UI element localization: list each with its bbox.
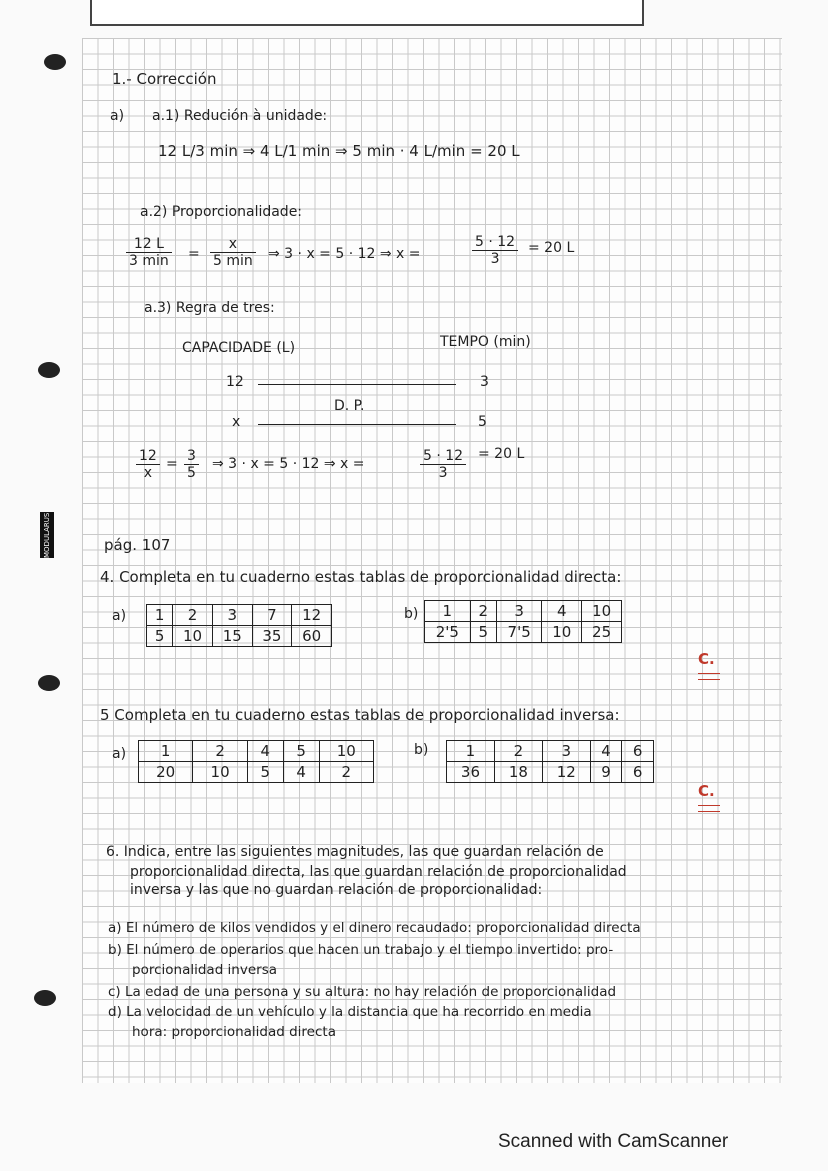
table-cell: 3: [542, 741, 590, 762]
table-cell: 20: [139, 762, 193, 783]
table-cell: 7: [252, 605, 292, 626]
table-cell: 10: [582, 601, 622, 622]
section-5-title: 5 Completa en tu cuaderno estas tablas de proporcionalidad inversa:: [100, 706, 620, 724]
a1-heading: a.1) Redución à unidade:: [152, 108, 328, 124]
binder-hole: [44, 54, 66, 70]
a2-fraction-2: x 5 min: [210, 236, 256, 269]
rule-row2-line: [258, 424, 456, 425]
s5-correct-mark: C.: [698, 782, 720, 812]
scan-top-box: [90, 0, 644, 26]
a3-fraction-1: $\frac{12}{x}$: [136, 448, 160, 481]
a2-equals: =: [188, 246, 200, 262]
table-cell: 4: [590, 741, 622, 762]
page-reference: pág. 107: [104, 536, 171, 554]
a3-equals: =: [166, 456, 178, 472]
rule-col-time: TEMPO (min): [440, 334, 531, 350]
section-1-title: 1.- Corrección: [112, 70, 217, 88]
binder-hole: [38, 362, 60, 378]
a2-heading: a.2) Proporcionalidade:: [140, 204, 303, 220]
camscanner-watermark: Scanned with CamScanner: [498, 1131, 729, 1152]
section-6-answer-d-line-1: d) La velocidad de un vehículo y la distancia que ha recorrido en media: [108, 1004, 592, 1020]
rule-direct-proportion-label: D. P.: [334, 398, 365, 414]
a3-fraction-3: $\frac{5 \cdot 12}{3}$: [420, 448, 466, 481]
section-6-answer-a: a) El número de kilos vendidos y el dinero recaudado: proporcionalidad directa: [108, 920, 641, 936]
table-cell: 2'5: [425, 622, 471, 643]
s4-table-b-label: b): [404, 606, 419, 622]
a3-result: = 20 L: [478, 446, 525, 462]
table-cell: 1: [139, 741, 193, 762]
table-cell: 36: [447, 762, 495, 783]
table-cell: 1: [425, 601, 471, 622]
table-cell: 7'5: [496, 622, 542, 643]
table-cell: 18: [494, 762, 542, 783]
table-cell: 3: [496, 601, 542, 622]
a3-heading: a.3) Regra de tres:: [144, 300, 275, 316]
table-cell: 3: [212, 605, 252, 626]
table-cell: 15: [212, 626, 252, 647]
s4-table-a: [146, 604, 332, 647]
rule-row1-left: 12: [226, 374, 244, 390]
rule-row1-right: 3: [480, 374, 489, 390]
table-cell: 2: [319, 762, 373, 783]
table-cell: 2: [494, 741, 542, 762]
table-cell: 2: [173, 605, 213, 626]
table-cell: 10: [542, 622, 582, 643]
s5-table-b: [446, 740, 654, 783]
a2-equation: ⇒ 3 · x = 5 · 12 ⇒ x =: [268, 246, 421, 262]
table-cell: 4: [542, 601, 582, 622]
table-cell: 35: [252, 626, 292, 647]
section-4-title: 4. Completa en tu cuaderno estas tablas de proporcionalidad directa:: [100, 568, 622, 586]
rule-row2-left: x: [232, 414, 241, 430]
table-cell: 10: [319, 741, 373, 762]
a2-fraction-3: $\frac{5 \cdot 12}{3}$: [472, 234, 518, 267]
table-cell: 4: [247, 741, 283, 762]
table-cell: 10: [193, 762, 247, 783]
s5-table-a: [138, 740, 374, 783]
section-6-answer-d-line-2: hora: proporcionalidad directa: [132, 1024, 336, 1040]
a2-result: = 20 L: [528, 240, 575, 256]
table-cell: 5: [283, 741, 319, 762]
binder-hole: [34, 990, 56, 1006]
a2-fraction-1: 12 L 3 min: [126, 236, 172, 269]
table-cell: 5: [147, 626, 173, 647]
section-6-line-1: 6. Indica, entre las siguientes magnitudes, las que guardan relación de: [106, 844, 604, 860]
part-a-label: a): [110, 108, 125, 124]
table-cell: 2: [193, 741, 247, 762]
s4-table-a-label: a): [112, 608, 127, 624]
section-6-answer-c: c) La edad de una persona y su altura: no hay relación de proporcionalidad: [108, 984, 617, 1000]
table-cell: 4: [283, 762, 319, 783]
table-cell: 12: [542, 762, 590, 783]
table-cell: 2: [470, 601, 496, 622]
table-cell: 6: [622, 741, 654, 762]
a3-fraction-2: $\frac{3}{5}$: [184, 448, 199, 481]
table-cell: 1: [447, 741, 495, 762]
table-cell: 1: [147, 605, 173, 626]
rule-row2-right: 5: [478, 414, 487, 430]
notebook-brand-logo: MODULARUS: [40, 512, 54, 558]
table-cell: 9: [590, 762, 622, 783]
table-cell: 12: [292, 605, 332, 626]
section-6-line-3: inversa y las que no guardan relación de proporcionalidad:: [130, 882, 543, 898]
rule-row1-line: [258, 384, 456, 385]
binder-hole: [38, 675, 60, 691]
rule-col-capacity: CAPACIDADE (L): [182, 340, 296, 356]
table-cell: 5: [247, 762, 283, 783]
section-6-line-2: proporcionalidad directa, las que guardan relación de proporcionalidad: [130, 864, 627, 880]
s5-table-a-label: a): [112, 746, 127, 762]
table-cell: 6: [622, 762, 654, 783]
s4-table-b: [424, 600, 622, 643]
section-6-answer-b-line-2: porcionalidad inversa: [132, 962, 278, 978]
table-cell: 10: [173, 626, 213, 647]
section-6-answer-b-line-1: b) El número de operarios que hacen un trabajo y el tiempo invertido: pro-: [108, 942, 614, 958]
table-cell: 60: [292, 626, 332, 647]
a3-equation: ⇒ 3 · x = 5 · 12 ⇒ x =: [212, 456, 365, 472]
s4-correct-mark: C.: [698, 650, 720, 680]
s5-table-b-label: b): [414, 742, 429, 758]
table-cell: 5: [470, 622, 496, 643]
table-cell: 25: [582, 622, 622, 643]
a1-expression: 12 L/3 min ⇒ 4 L/1 min ⇒ 5 min · 4 L/min = 20 L: [158, 142, 520, 160]
